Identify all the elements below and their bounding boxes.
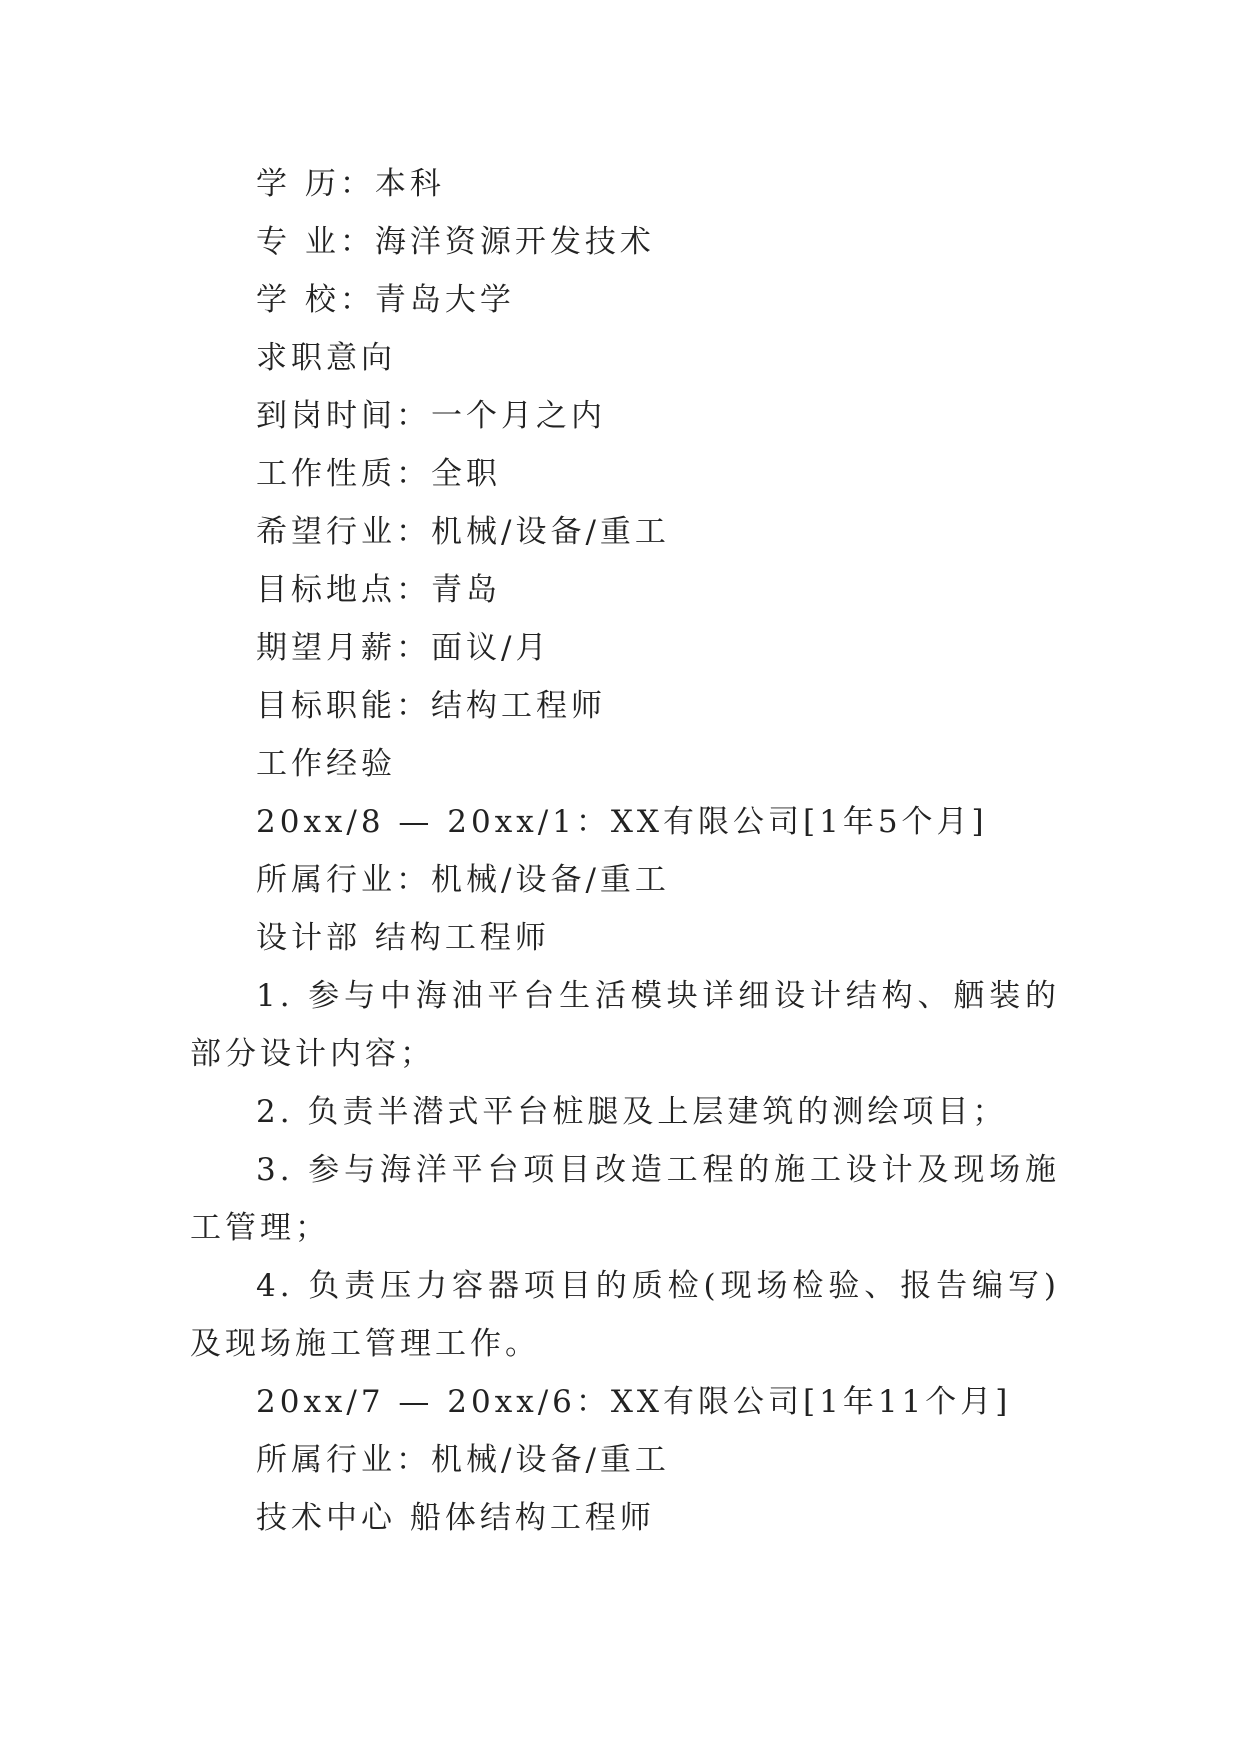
arrival-time-line: 到岗时间：一个月之内 bbox=[256, 398, 606, 434]
job-dept-title-line: 设计部 结构工程师 bbox=[256, 920, 550, 956]
job-dept-title-line: 技术中心 船体结构工程师 bbox=[256, 1500, 655, 1536]
intention-heading: 求职意向 bbox=[256, 340, 396, 376]
school-line: 学 校：青岛大学 bbox=[256, 282, 515, 318]
resume-body bbox=[190, 155, 1060, 1547]
target-location-line: 目标地点：青岛 bbox=[256, 572, 501, 608]
job-duty-item: 2. 负责半潜式平台桩腿及上层建筑的测绘项目； bbox=[256, 1094, 1008, 1130]
job-period-line: 20xx/8 — 20xx/1：XX有限公司[1年5个月] bbox=[256, 804, 988, 840]
education-line: 学 历：本科 bbox=[256, 166, 445, 202]
major-line: 专 业：海洋资源开发技术 bbox=[256, 224, 655, 260]
job-industry-line: 所属行业：机械/设备/重工 bbox=[256, 1442, 670, 1478]
job-duty-item: 3. 参与海洋平台项目改造工程的施工设计及现场施工管理； bbox=[190, 1152, 1060, 1246]
job-duty-item: 1. 参与中海油平台生活模块详细设计结构、舾装的部分设计内容； bbox=[190, 978, 1060, 1072]
job-period-line: 20xx/7 — 20xx/6：XX有限公司[1年11个月] bbox=[256, 1384, 1012, 1420]
target-function-line: 目标职能：结构工程师 bbox=[256, 688, 606, 724]
job-type-line: 工作性质：全职 bbox=[256, 456, 501, 492]
desired-industry-line: 希望行业：机械/设备/重工 bbox=[256, 514, 670, 550]
expected-salary-line: 期望月薪：面议/月 bbox=[256, 630, 551, 666]
job-industry-line: 所属行业：机械/设备/重工 bbox=[256, 862, 670, 898]
job-duty-item: 4. 负责压力容器项目的质检(现场检验、报告编写)及现场施工管理工作。 bbox=[190, 1268, 1060, 1362]
experience-heading: 工作经验 bbox=[256, 746, 396, 782]
